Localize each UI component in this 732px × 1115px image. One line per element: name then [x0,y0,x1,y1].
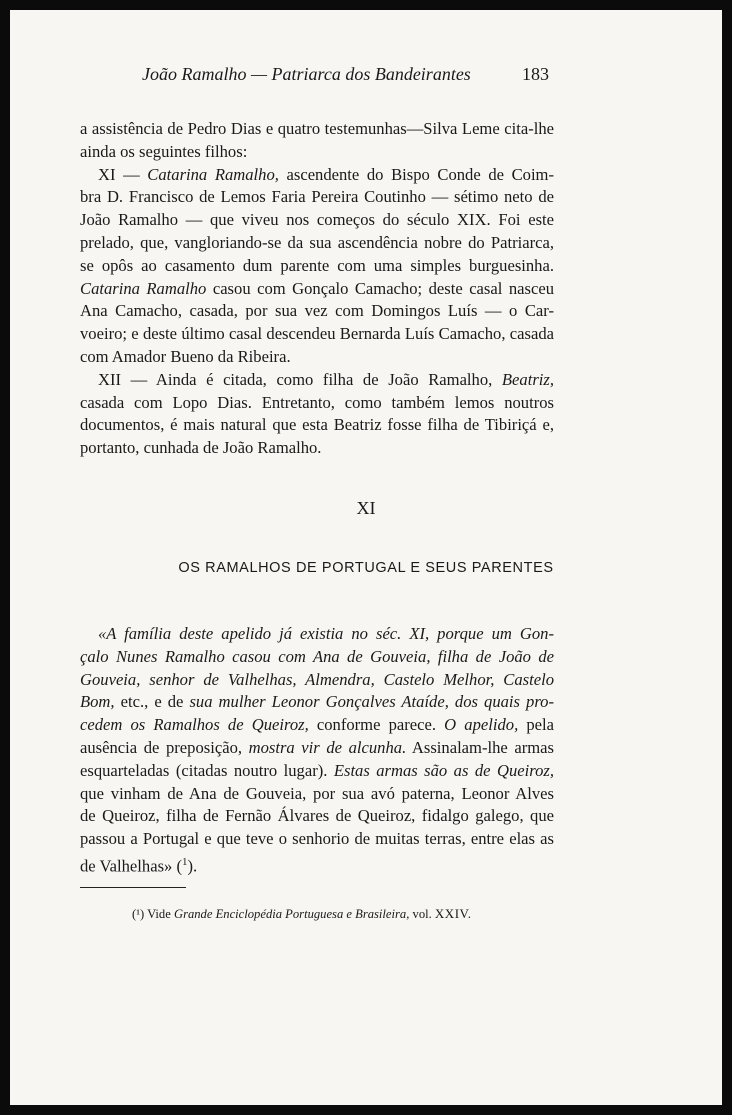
text-run: Vide [144,907,174,921]
text-line: bra D. Francisco de Lemos Faria Pereira Coutinho — sétimo neto de [80,187,554,207]
text-run: ). [187,856,198,876]
text-line [80,691,554,714]
text-line: que vinham de Ana de Gouveia, por sua avó paterna, Leonor Alves [80,783,554,803]
text-run: esquarteladas (citadas noutro lugar). [80,760,334,780]
italic-run: çalo Nunes Ramalho casou com Ana de Gouveia, filha de João de [80,646,554,666]
text-line: João Ramalho — que viveu nos começos do século XIX. Foi este [80,210,554,230]
text-run: etc., e de [114,692,190,712]
book-page [10,10,722,1105]
text-line [80,851,554,878]
text-run: casou com Gonçalo Camacho; deste casal nasceu [206,278,554,298]
text-run: pela [518,715,554,735]
italic-run: Grande Enciclopédia Portuguesa e Brasileira, [173,907,410,921]
text-line: passou a Portugal e que teve o senhorio de muitas terras, entre elas as [80,829,554,849]
text-run: ascendente do Bispo Conde de Coim- [278,164,554,184]
text-line [80,646,554,669]
page-number: 183 [522,64,549,84]
text-line: prelado, que, vangloriando-se da sua ascendência nobre do Patriarca, [80,232,554,252]
text-line: voeiro; e deste último casal descendeu Bernarda Luís Camacho, casada [80,324,554,344]
text-run: conforme parece. [308,715,445,735]
text-line [80,278,554,301]
paragraph-2 [80,164,554,369]
footnote [132,906,552,922]
text-run: de Valhelhas» ( [80,856,182,876]
footnote-divider [80,887,186,888]
italic-name: Catarina Ramalho, [147,164,279,184]
paragraph-3 [80,369,554,460]
text-line [80,760,554,783]
text-run: XI — [98,164,148,184]
section-title: OS RAMALHOS DE PORTUGAL E SEUS PARENTES [178,560,554,576]
italic-run: O apelido, [444,715,519,735]
text-line: ainda os seguintes filhos: [80,141,248,161]
text-line [80,714,554,737]
quote-paragraph [80,623,554,878]
text-run: vol. [409,907,435,921]
text-run: Assinalam-lhe armas [406,737,554,757]
text-run: XII — Ainda é citada, como filha de João Ramalho, [98,369,502,389]
text-line: Ana Camacho, casada, por sua vez com Domingos Luís — o Car- [80,301,554,321]
text-line [80,737,554,760]
italic-run: Bom, [80,692,115,712]
italic-run: sua mulher Leonor Gonçalves Ataíde, dos quais pro- [189,692,554,712]
text-line: de Queiroz, filha de Fernão Álvares de Queiroz, fidalgo galego, que [80,806,554,826]
italic-name: Beatriz, [501,369,554,389]
text-line [80,369,554,392]
text-line [80,669,554,692]
text-run: ausência de preposição, [80,737,249,757]
quote-block [80,623,554,878]
running-title: João Ramalho — Patriarca dos Bandeirantes [142,64,471,84]
footnote-reference: 1 [182,855,188,868]
text-line: documentos, é mais natural que esta Beatriz fosse filha de Tibiriçá e, [80,415,554,435]
text-line: portanto, cunhada de João Ramalho. [80,438,322,458]
footnote-marker: (¹) [132,907,145,921]
italic-run: «A família deste apelido já existia no séc. XI, porque um Gon- [98,624,554,643]
text-line [80,623,554,646]
text-line: a assistência de Pedro Dias e quatro testemunhas—Silva Leme cita-lhe [80,119,554,138]
text-line: se opôs ao casamento dum parente com uma simples burguesinha. [80,255,554,275]
text-line: com Amador Bueno da Ribeira. [80,346,291,366]
text-line: casada com Lopo Dias. Entretanto, como também lemos noutros [80,392,554,412]
italic-run: mostra vir de alcunha. [248,737,407,757]
volume-number: XXIV. [434,906,472,921]
top-text-block [80,118,554,460]
italic-run: Estas armas são as de Queiroz, [333,760,554,780]
running-header [10,64,722,88]
section-number: XI [356,498,376,518]
italic-name: Catarina Ramalho [80,278,207,298]
italic-run: cedem os Ramalhos de Queiroz, [80,715,309,735]
text-line [80,164,554,187]
italic-run: Gouveia, senhor de Valhelhas, Almendra, Castelo Melhor, Castelo [80,669,554,689]
paragraph-1 [80,118,554,164]
